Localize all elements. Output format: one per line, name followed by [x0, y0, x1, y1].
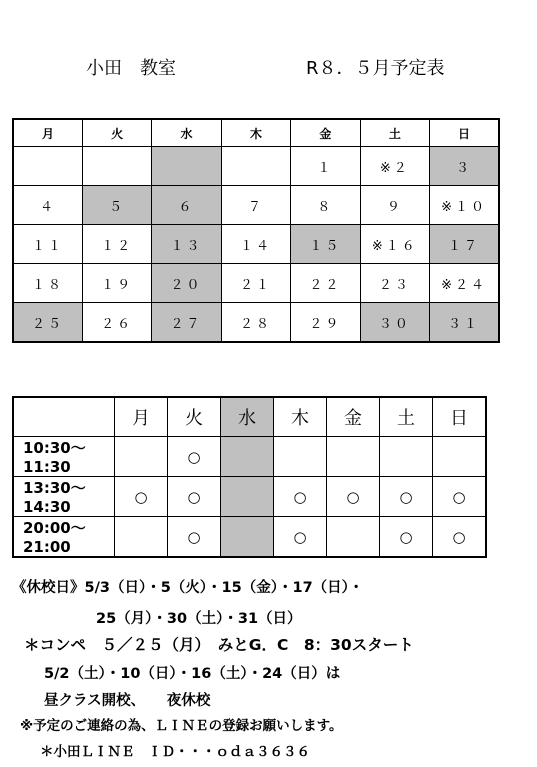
calendar-day-cell: １５	[291, 225, 360, 264]
calendar-day-cell: ３０	[360, 303, 429, 343]
schedule-availability-cell	[221, 437, 274, 477]
calendar-weekday-header: 日	[430, 119, 499, 147]
schedule-availability-cell: ○	[168, 517, 221, 558]
calendar-day-cell: ※２	[360, 147, 429, 186]
calendar-day-cell	[152, 147, 221, 186]
schedule-weekday-header: 月	[115, 397, 168, 437]
schedule-weekday-header: 木	[274, 397, 327, 437]
compe-note: ＊コンペ ５／２５（月） みとG．C 8：30スタート	[24, 636, 414, 654]
calendar-day-cell: １	[291, 147, 360, 186]
schedule-availability-cell	[327, 437, 380, 477]
schedule-availability-cell: ○	[327, 477, 380, 517]
schedule-corner-cell	[13, 397, 115, 437]
calendar-day-cell: １４	[221, 225, 290, 264]
calendar-weekday-header: 月	[13, 119, 82, 147]
calendar-day-cell	[221, 147, 290, 186]
schedule-weekday-header: 土	[380, 397, 433, 437]
monthly-calendar	[12, 118, 500, 343]
schedule-availability-cell	[115, 517, 168, 558]
calendar-weekday-header: 火	[82, 119, 151, 147]
schedule-availability-cell	[380, 437, 433, 477]
calendar-week-row	[13, 225, 499, 264]
schedule-availability-cell: ○	[115, 477, 168, 517]
calendar-day-cell: ※２４	[430, 264, 499, 303]
special-days-note-line1: 5/2（土）・10（日）・16（土）・24（日）は	[44, 666, 341, 682]
calendar-day-cell: ２６	[82, 303, 151, 343]
schedule-time-row	[13, 477, 486, 517]
calendar-day-cell: ２３	[360, 264, 429, 303]
calendar-day-cell: ２５	[13, 303, 82, 343]
schedule-availability-cell: ○	[380, 517, 433, 558]
schedule-availability-cell: ○	[380, 477, 433, 517]
weekly-lesson-schedule	[12, 396, 487, 558]
calendar-day-cell: ２２	[291, 264, 360, 303]
schedule-availability-cell	[327, 517, 380, 558]
schedule-availability-cell: ○	[433, 477, 487, 517]
classroom-title: 小田 教室	[86, 58, 176, 79]
schedule-weekday-header: 日	[433, 397, 487, 437]
schedule-weekday-header: 火	[168, 397, 221, 437]
schedule-weekday-header: 水	[221, 397, 274, 437]
calendar-day-cell: ２０	[152, 264, 221, 303]
schedule-time-label: 10:30〜11:30	[13, 437, 115, 477]
calendar-day-cell: １２	[82, 225, 151, 264]
calendar-day-cell: １９	[82, 264, 151, 303]
calendar-week-row	[13, 186, 499, 225]
calendar-day-cell: ６	[152, 186, 221, 225]
calendar-day-cell: ３１	[430, 303, 499, 343]
calendar-day-cell: １７	[430, 225, 499, 264]
schedule-weekday-header: 金	[327, 397, 380, 437]
calendar-day-cell: ２９	[291, 303, 360, 343]
schedule-availability-cell: ○	[168, 477, 221, 517]
calendar-day-cell	[13, 147, 82, 186]
schedule-availability-cell	[221, 517, 274, 558]
calendar-weekday-header: 金	[291, 119, 360, 147]
calendar-day-cell: ２８	[221, 303, 290, 343]
calendar-day-cell: ７	[221, 186, 290, 225]
calendar-day-cell: ※１０	[430, 186, 499, 225]
calendar-day-cell: ８	[291, 186, 360, 225]
calendar-weekday-header: 木	[221, 119, 290, 147]
schedule-availability-cell: ○	[168, 437, 221, 477]
calendar-week-row	[13, 303, 499, 343]
calendar-day-cell: １１	[13, 225, 82, 264]
calendar-day-cell: ２７	[152, 303, 221, 343]
holiday-note-line1: 《休校日》5/3（日）・5（火）・15（金）・17（日）・	[12, 580, 364, 596]
calendar-week-row	[13, 264, 499, 303]
calendar-day-cell: ９	[360, 186, 429, 225]
calendar-day-cell: １３	[152, 225, 221, 264]
special-days-note-line2: 昼クラス開校、 夜休校	[44, 693, 211, 709]
calendar-day-cell: ５	[82, 186, 151, 225]
schedule-availability-cell: ○	[274, 517, 327, 558]
holiday-note-line2: 25（月）・30（土）・31（日）	[96, 611, 302, 627]
schedule-availability-cell	[221, 477, 274, 517]
schedule-time-label: 20:00〜21:00	[13, 517, 115, 558]
calendar-day-cell: ※１６	[360, 225, 429, 264]
schedule-availability-cell: ○	[433, 517, 487, 558]
schedule-time-row	[13, 517, 486, 558]
schedule-availability-cell	[274, 437, 327, 477]
calendar-day-cell: ４	[13, 186, 82, 225]
schedule-title: R８．５月予定表	[306, 58, 445, 79]
calendar-day-cell	[82, 147, 151, 186]
calendar-day-cell: ２１	[221, 264, 290, 303]
schedule-availability-cell	[115, 437, 168, 477]
calendar-week-row	[13, 147, 499, 186]
calendar-day-cell: １８	[13, 264, 82, 303]
calendar-weekday-header: 土	[360, 119, 429, 147]
line-registration-note: ※予定のご連絡の為、ＬＩＮＥの登録お願いします。	[20, 718, 343, 734]
schedule-availability-cell	[433, 437, 487, 477]
schedule-time-row	[13, 437, 486, 477]
line-id-note: ＊小田ＬＩＮＥ ＩＤ・・・ｏｄａ３６３６	[40, 744, 310, 760]
schedule-availability-cell: ○	[274, 477, 327, 517]
calendar-day-cell: ３	[430, 147, 499, 186]
calendar-weekday-header: 水	[152, 119, 221, 147]
schedule-time-label: 13:30〜14:30	[13, 477, 115, 517]
